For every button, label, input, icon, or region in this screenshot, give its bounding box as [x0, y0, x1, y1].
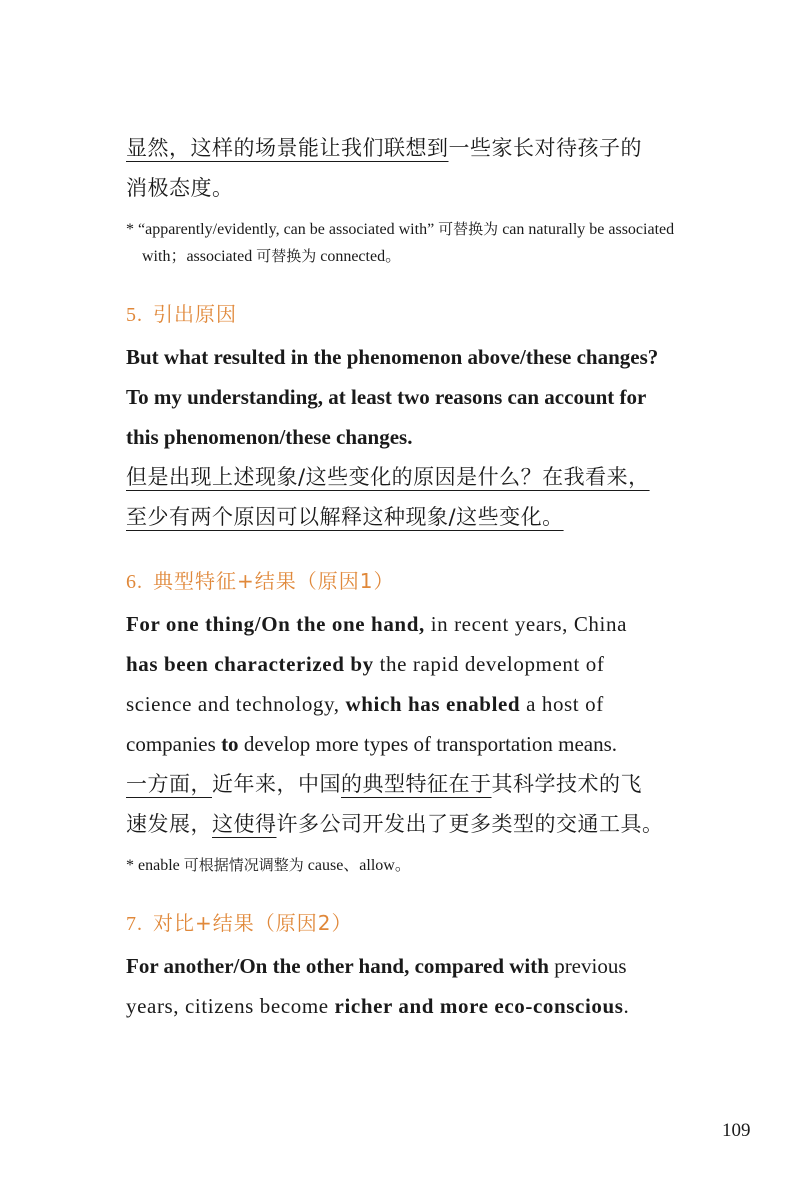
intro-note: * “apparently/evidently, can be associated with” 可替换为 can naturally be associated with；associated 可替换为 connected。	[126, 220, 675, 265]
section-7-heading: 7. 对比+结果（原因2）	[126, 911, 353, 935]
section-6-cn-line-1: 一方面，近年来，中国的典型特征在于其科学技术的飞	[126, 772, 642, 796]
section-6-en-line-2: has been characterized by the rapid development of	[126, 652, 605, 676]
section-6-en-line-4: companies to develop more types of transportation means.	[126, 732, 618, 756]
section-5-en-line-2: To my understanding, at least two reasons can account for	[126, 385, 647, 409]
section-5-en-line-3: this phenomenon/these changes.	[126, 425, 413, 449]
section-6-en-line-3: science and technology, which has enabled a host of	[126, 692, 604, 716]
section-6-note: * enable 可根据情况调整为 cause、allow。	[126, 856, 411, 874]
section-5-en-line-1: But what resulted in the phenomenon above/these changes?	[126, 345, 659, 369]
section-6-cn-line-2: 速发展，这使得许多公司开发出了更多类型的交通工具。	[126, 812, 664, 836]
page-number: 109	[722, 1120, 751, 1141]
page-content	[126, 128, 716, 1026]
intro-cn-line-1: 显然，这样的场景能让我们联想到一些家长对待孩子的	[126, 136, 642, 160]
section-5-cn-line-1: 但是出现上述现象/这些变化的原因是什么？在我看来，	[126, 465, 650, 489]
section-5-heading: 5. 引出原因	[126, 302, 237, 326]
section-5-cn-line-2: 至少有两个原因可以解释这种现象/这些变化。	[126, 505, 564, 529]
section-7-en-line-1: For another/On the other hand, compared with previous	[126, 954, 627, 978]
section-7-en-line-2: years, citizens become richer and more eco-conscious.	[126, 994, 630, 1018]
section-6-en-line-1: For one thing/On the one hand, in recent years, China	[126, 612, 627, 636]
intro-cn-line-2: 消极态度。	[126, 176, 234, 200]
section-6-heading: 6. 典型特征+结果（原因1）	[126, 569, 395, 593]
intro-underlined-phrase: 显然，这样的场景能让我们联想到	[126, 136, 449, 160]
